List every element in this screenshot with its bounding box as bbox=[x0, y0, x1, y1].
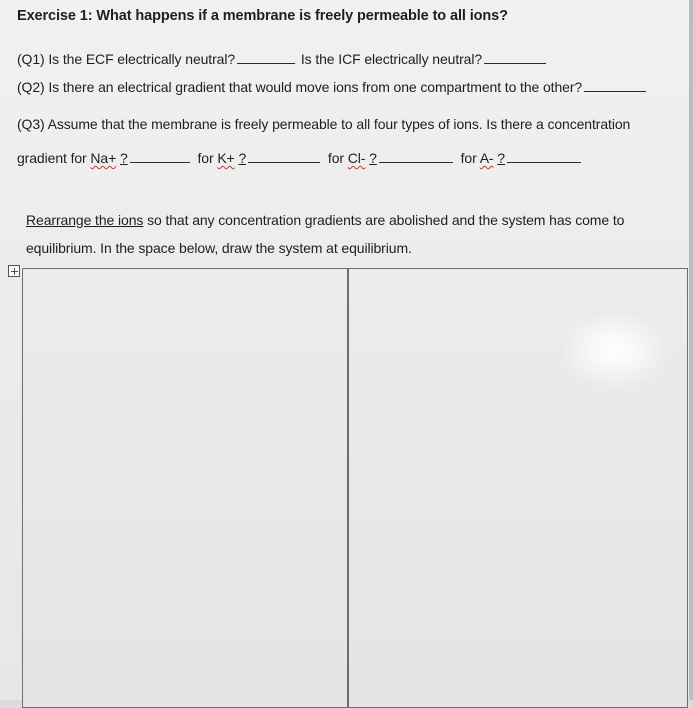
q1-second-label: Is the ICF electrically neutral? bbox=[300, 51, 483, 67]
q3-na-answer-blank[interactable] bbox=[130, 161, 190, 163]
q3-a-answer-blank[interactable] bbox=[507, 161, 581, 163]
drawing-table bbox=[22, 268, 688, 708]
q1-second-answer-blank[interactable] bbox=[484, 62, 546, 64]
instructions-rest: so that any concentration gradients are abolished and the system has come to bbox=[143, 212, 625, 228]
q2-label: (Q2) Is there an electrical gradient that would move ions from one compartment to the other? bbox=[17, 79, 583, 95]
q3-for-cl: for bbox=[327, 150, 348, 166]
q3-for-k: for bbox=[197, 150, 218, 166]
q3-a-question: ? bbox=[497, 150, 505, 166]
question-1 bbox=[17, 51, 548, 67]
q1-answer-blank[interactable] bbox=[237, 62, 295, 64]
page-edge-shadow bbox=[689, 0, 693, 700]
q3-cl-question: ? bbox=[369, 150, 377, 166]
q3-for-a: for bbox=[460, 150, 480, 166]
q3-gradient-for: gradient for bbox=[17, 150, 91, 166]
q3-na-question: ? bbox=[120, 150, 128, 166]
instructions-underlined: Rearrange the ions bbox=[26, 212, 144, 228]
q2-answer-blank[interactable] bbox=[584, 90, 646, 92]
instructions-line-1 bbox=[26, 212, 624, 228]
q3-na-ion: Na+ bbox=[90, 150, 117, 166]
q3-cl-answer-blank[interactable] bbox=[379, 161, 453, 163]
question-3-line-2 bbox=[17, 150, 583, 166]
exercise-title: Exercise 1: What happens if a membrane is freely permeable to all ions? bbox=[17, 8, 508, 24]
question-2 bbox=[17, 79, 648, 95]
drawing-cell-left[interactable] bbox=[23, 269, 347, 707]
q3-k-question: ? bbox=[238, 150, 247, 166]
instructions-line-2: equilibrium. In the space below, draw the system at equilibrium. bbox=[26, 240, 412, 256]
q3-k-answer-blank[interactable] bbox=[248, 161, 320, 163]
q3-a-ion: A- bbox=[479, 150, 494, 166]
q1-label: (Q1) Is the ECF electrically neutral? bbox=[17, 51, 236, 67]
q3-k-ion: K+ bbox=[217, 150, 235, 166]
question-3-line-1: (Q3) Assume that the membrane is freely permeable to all four types of ions. Is there a concentration bbox=[17, 116, 631, 132]
drawing-cell-right[interactable] bbox=[349, 269, 687, 707]
q3-cl-ion: Cl- bbox=[347, 150, 366, 166]
table-move-handle-icon[interactable] bbox=[8, 265, 20, 277]
